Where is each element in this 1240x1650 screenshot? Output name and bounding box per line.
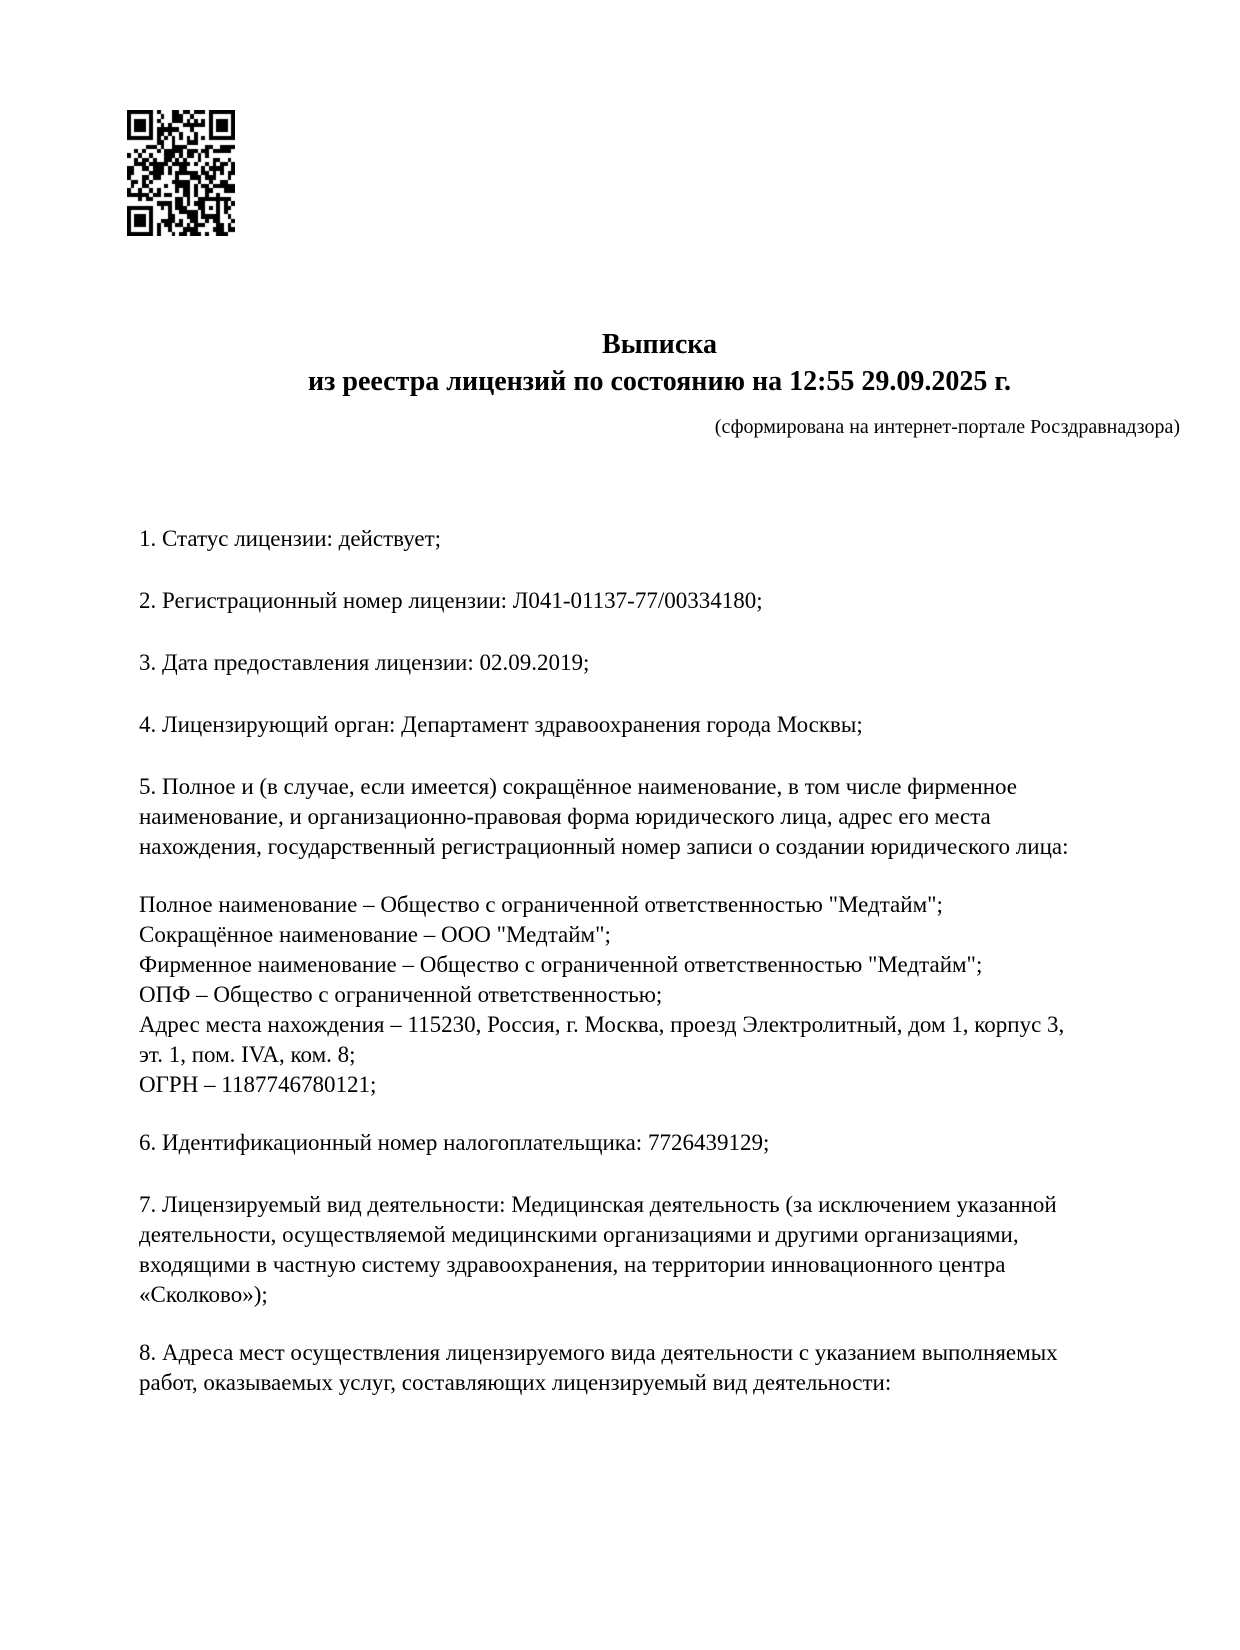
entity-address-line-2: эт. 1, пом. IVA, ком. 8; [139,1042,356,1067]
entity-brand-name: Фирменное наименование – Общество с ограниченной ответственностью "Медтайм"; [139,952,983,977]
text-line: 8. Адреса мест осуществления лицензируемого вида деятельности с указанием выполняемых [139,1340,1058,1365]
entity-details-block [139,890,1180,1100]
entity-ogrn: ОГРН – 1187746780121; [139,1072,377,1097]
entity-intro-paragraph [139,772,1180,862]
text-line: 5. Полное и (в случае, если имеется) сокращённое наименование, в том числе фирменное [139,774,1017,799]
text-line: наименование, и организационно-правовая форма юридического лица, адрес его места [139,804,991,829]
text-line: входящими в частную систему здравоохранения, на территории инновационного центра [139,1252,1006,1277]
license-grant-date: 3. Дата предоставления лицензии: 02.09.2019; [139,650,590,675]
text-line: работ, оказываемых услуг, составляющих лицензируемый вид деятельности: [139,1370,892,1395]
license-reg-number: 2. Регистрационный номер лицензии: Л041-01137-77/00334180; [139,588,763,613]
document-content [139,0,1180,1398]
title-line-2: из реестра лицензий по состоянию на 12:55 29.09.2025 г. [308,366,1011,397]
taxpayer-inn: 6. Идентификационный номер налогоплательщика: 7726439129; [139,1130,770,1155]
addresses-intro-paragraph [139,1338,1180,1398]
entity-short-name: Сокращённое наименование – ООО "Медтайм"; [139,922,611,947]
licensed-activity-paragraph [139,1190,1180,1310]
text-line: «Сколково»); [139,1282,268,1307]
license-status: 1. Статус лицензии: действует; [139,526,442,551]
text-line: деятельности, осуществляемой медицинскими организациями и другими организациями, [139,1222,1019,1247]
licensing-authority: 4. Лицензирующий орган: Департамент здравоохранения города Москвы; [139,712,863,737]
text-line: нахождения, государственный регистрационный номер записи о создании юридического лица: [139,834,1069,859]
entity-address-line-1: Адрес места нахождения – 115230, Россия, г. Москва, проезд Электролитный, дом 1, корпус 3, [139,1012,1065,1037]
entity-legal-form: ОПФ – Общество с ограниченной ответственностью; [139,982,663,1007]
title-line-1: Выписка [602,329,717,360]
formation-note: (сформирована на интернет-портале Росздравнадзора) [714,416,1180,438]
text-line: 7. Лицензируемый вид деятельности: Медицинская деятельность (за исключением указанной [139,1192,1057,1217]
entity-full-name: Полное наименование – Общество с ограниченной ответственностью "Медтайм"; [139,892,943,917]
document-title [139,326,1180,400]
